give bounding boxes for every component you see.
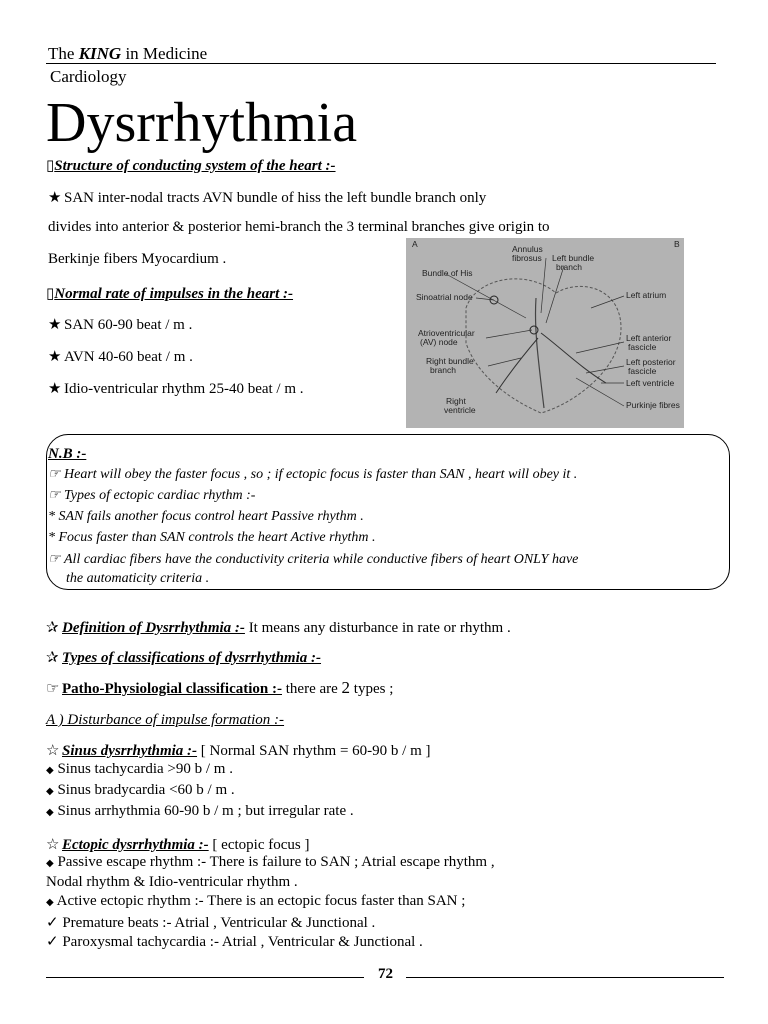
section-name: Cardiology <box>50 67 127 86</box>
nb-line: ☞ Heart will obey the faster focus , so ; if ectopic focus is faster than SAN , heart will obey it . <box>48 467 578 482</box>
outline-star-icon: ☆ <box>46 837 60 853</box>
label-sinoatrial: Sinoatrial node <box>416 292 473 302</box>
ectopic-active-line: ◆ Active ectopic rhythm :- There is an ectopic focus faster than SAN ; <box>46 893 466 909</box>
box-bullet-icon: ▯ <box>46 158 55 174</box>
label-left-posterior-1: Left posterior <box>626 357 676 367</box>
ectopic-passive-line: ◆ Passive escape rhythm :- There is failure to SAN ; Atrial escape rhythm , <box>46 854 495 870</box>
nb-line: ☞ Types of ectopic cardiac rhythm :- <box>48 488 256 503</box>
nb-line: * SAN fails another focus control heart Passive rhythm . <box>48 509 364 524</box>
types-heading: ✰ Types of classifications of dysrrhythmia :- <box>46 650 322 666</box>
box-bullet-icon: ▯ <box>46 286 55 302</box>
label-left-bundle-branch: branch <box>556 262 582 272</box>
structure-line-1: ★ SAN inter-nodal tracts AVN bundle of hiss the left bundle branch only <box>48 190 487 206</box>
star-icon: ★ <box>48 381 62 397</box>
structure-line-3: Berkinje fibers Myocardium . <box>48 251 227 267</box>
page-number: 72 <box>378 966 393 982</box>
star-icon: ★ <box>48 190 62 206</box>
footer-rule-right <box>406 977 724 978</box>
star-icon: ★ <box>48 317 62 333</box>
patho-line: ☞ Patho-Physiologial classification :- there are 2 types ; <box>46 678 394 697</box>
ectopic-paroxysmal-line: ✓ Paroxysmal tachycardia :- Atrial , Ventricular & Junctional . <box>46 934 423 950</box>
right-bundle-path <box>496 338 538 393</box>
label-right-bundle-2: branch <box>430 365 456 375</box>
ectopic-passive-line-2: Nodal rhythm & Idio-ventricular rhythm . <box>46 874 298 890</box>
label-right-ventricle-1: Right <box>446 396 466 406</box>
diamond-bullet-icon: ◆ <box>46 858 54 869</box>
label-left-anterior-1: Left anterior <box>626 333 672 343</box>
normal-rate-item: ★ AVN 40-60 beat / m . <box>48 349 193 365</box>
left-bundle-path <box>541 333 606 383</box>
label-right-bundle-1: Right bundle <box>426 356 474 366</box>
outline-star-icon: ✰ <box>46 650 59 666</box>
normal-rate-heading: ▯Normal rate of impulses in the heart :- <box>46 286 294 302</box>
hand-point-icon: ☞ <box>48 552 61 567</box>
checkmark-icon: ✓ <box>46 915 59 931</box>
nb-title: N.B :- <box>48 446 87 462</box>
sinus-heading: ☆ Sinus dysrrhythmia :- [ Normal SAN rhythm = 60-90 b / m ] <box>46 743 431 759</box>
ectopic-heading: ☆ Ectopic dysrrhythmia :- [ ectopic focus ] <box>46 837 310 853</box>
label-left-ventricle: Left ventricle <box>626 378 675 388</box>
ectopic-premature-line: ✓ Premature beats :- Atrial , Ventricular & Junctional . <box>46 915 376 931</box>
hand-point-icon: ☞ <box>48 467 61 482</box>
label-right-ventricle-2: ventricle <box>444 405 476 415</box>
sinus-item: ◆ Sinus bradycardia <60 b / m . <box>46 782 235 798</box>
structure-line-2: divides into anterior & posterior hemi-branch the 3 terminal branches give origin to <box>48 219 550 235</box>
structure-heading: ▯Structure of conducting system of the heart :- <box>46 158 336 174</box>
outline-star-icon: ☆ <box>46 743 60 759</box>
label-fibrosus: fibrosus <box>512 253 542 263</box>
heart-conduction-illustration <box>406 238 684 428</box>
label-left-atrium: Left atrium <box>626 290 667 300</box>
heart-outline <box>466 279 621 413</box>
footer-rule-left <box>46 977 364 978</box>
hand-point-icon: ☞ <box>46 681 60 697</box>
normal-rate-item: ★ Idio-ventricular rhythm 25-40 beat / m . <box>48 381 304 397</box>
disturbance-a-heading: A ) Disturbance of impulse formation :- <box>46 712 285 728</box>
label-bundle-his: Bundle of His <box>422 268 473 278</box>
label-av-node-2: (AV) node <box>420 337 458 347</box>
label-left-bundle: Left bundle <box>552 253 595 263</box>
diamond-bullet-icon: ◆ <box>46 786 54 797</box>
diamond-bullet-icon: ◆ <box>46 765 54 776</box>
label-purkinje: Purkinje fibres <box>626 400 680 410</box>
definition-line: ✰ Definition of Dysrrhythmia :- It means any disturbance in rate or rhythm . <box>46 620 511 636</box>
outline-star-icon: ✰ <box>46 620 59 636</box>
corner-label-b: B <box>674 239 680 249</box>
sinus-item: ◆ Sinus arrhythmia 60-90 b / m ; but irregular rate . <box>46 803 354 819</box>
diamond-bullet-icon: ◆ <box>46 807 54 818</box>
nb-line: the automaticity criteria . <box>66 571 210 586</box>
label-left-posterior-2: fascicle <box>628 366 657 376</box>
label-left-anterior-2: fascicle <box>628 342 657 352</box>
star-icon: ★ <box>48 349 62 365</box>
conduction-system-diagram <box>406 238 684 428</box>
sinus-item: ◆ Sinus tachycardia >90 b / m . <box>46 761 233 777</box>
book-title: The KING in Medicine <box>48 44 208 63</box>
diamond-bullet-icon: ◆ <box>46 897 54 908</box>
label-av-node-1: Atrioventricular <box>418 328 475 338</box>
page-title: Dysrrhythmia <box>46 92 358 154</box>
normal-rate-item: ★ SAN 60-90 beat / m . <box>48 317 193 333</box>
nb-line: * Focus faster than SAN controls the heart Active rhythm . <box>48 530 376 545</box>
header-rule <box>46 63 716 64</box>
hand-point-icon: ☞ <box>48 488 61 503</box>
checkmark-icon: ✓ <box>46 934 59 950</box>
label-annulus: Annulus <box>512 244 543 254</box>
septum <box>535 298 544 408</box>
nb-line: ☞ All cardiac fibers have the conductivity criteria while conductive fibers of heart ONLY have <box>48 552 579 567</box>
corner-label-a: A <box>412 239 418 249</box>
